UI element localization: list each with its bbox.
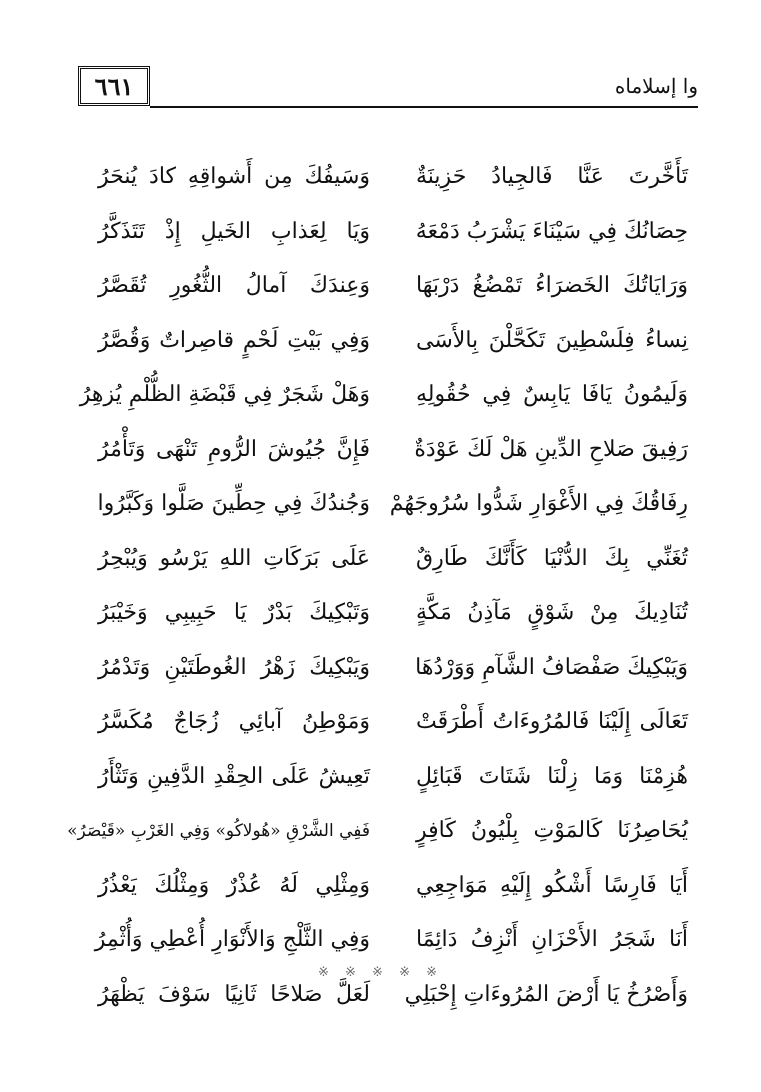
verse [98,695,688,750]
verse [79,368,688,423]
verse-first-hemistich: أَنَا شَجَرُ الأَحْزَانِ أَنْزِفُ دَائِمًا [416,927,688,953]
verse [94,913,688,968]
footer-ornament: ※ ※ ※ ※ ※ [318,965,443,980]
verse-second-hemistich: لَعَلَّ صَلاحًا ثَانِيًا سَوْفَ يَظْهَرُ [98,981,370,1007]
verse [98,423,688,478]
verse [98,150,688,205]
verse-second-hemistich: وَتَبْكِيكَ بَدْرٌ يَا حَبِيبِي وَخَيْبَرُ [98,600,370,626]
header-rule [150,106,698,108]
verse-first-hemistich: تَعَالَى إِلَيْنَا فَالمُرُوءَاتُ أَطْرَقَتْ [416,709,688,735]
verse-second-hemistich: تَعِيشُ عَلَى الحِقْدِ الدَّفِينِ وَتَثْأَرُ [98,763,370,789]
verse-second-hemistich: وَفِي بَيْتِ لَحْمٍ قاصِراتٌ وَقُصَّرُ [98,327,370,353]
poem [67,150,688,1022]
verse [98,859,688,914]
verse-first-hemistich: رَفِيقَ صَلاحِ الدِّينِ هَلْ لَكَ عَوْدَةٌ [414,436,688,462]
verse-first-hemistich: وَيَبْكِيكَ صَفْصَافُ الشَّآمِ وَوَرْدُهَا [415,654,688,680]
page-number: ٦٦١ [78,66,150,106]
verse-first-hemistich: وَأَصْرُخُ يَا أَرْضَ المُرُوءَاتِ إِحْبَلِي [404,981,688,1007]
verse-first-hemistich: تُنَادِيكَ مِنْ شَوْقٍ مَآذِنُ مَكَّةٍ [416,600,688,626]
verse-first-hemistich: نِساءُ فِلَسْطِينَ تَكَحَّلْنَ بِالأَسَى [416,327,688,353]
verse-first-hemistich: أَيَا فَارِسًا أَشْكُو إِلَيْهِ مَوَاجِعِي [416,872,688,898]
verse-second-hemistich: وَعِندَكَ آمالُ الثُّغُورِ تُقَصَّرُ [98,273,370,299]
verse-second-hemistich: وَيَبْكِيكَ زَهْرُ الغُوطَتَيْنِ وَتَدْمُرُ [98,654,370,680]
verse-second-hemistich: وَسَيفُكَ مِن أَشواقِهِ كادَ يُنحَرُ [98,164,370,190]
verse [98,750,688,805]
verse-first-hemistich: تُغَنِّي بِكَ الدُّنْيَا كَأَنَّكَ طَارِقٌ [416,545,688,571]
verse-second-hemistich: وَمَوْطِنُ آبائِي زُجَاجٌ مُكَسَّرُ [98,709,370,735]
verse-first-hemistich: هُزِمْنَا وَمَا زِلْنَا شَتَاتَ قَبَائِلٍ [416,763,688,789]
verse-second-hemistich: عَلَى بَرَكَاتِ اللهِ يَرْسُو وَيُبْحِرُ [98,545,370,571]
verse-first-hemistich: حِصَانُكَ فِي سَيْنَاءَ يَشْرَبُ دَمْعَهُ [415,218,688,244]
verse-first-hemistich: تَأَخَّرتَ عَنَّا فَالجِيادُ حَزِينَةٌ [416,164,688,190]
verse-second-hemistich: وَفِي الثَّلْجِ وَالأَنْوَارِ أُعْطِي وَأُثْمِرُ [94,927,370,953]
verse-second-hemistich: وَيَا لِعَذابِ الخَيلِ إِذْ تَتَذَكَّرُ [98,218,370,244]
verse-first-hemistich: وَرَايَاتُكَ الخَضرَاءُ تَمْضُغُ دَرْبَهَا [416,273,688,299]
verse [98,259,688,314]
verse [67,804,688,859]
verse-first-hemistich: يُحَاصِرُنَا كَالمَوْتِ بِلْيُونُ كَافِرٍ [416,818,688,844]
verse [98,586,688,641]
page-header [78,66,698,110]
verse [98,641,688,696]
verse [98,205,688,260]
verse-first-hemistich: وَلَيمُونُ يَافَا يَابِسٌ فِي حُقُولِهِ [416,382,688,408]
verse-second-hemistich: وَجُندُكَ فِي حِطِّينَ صَلَّوا وَكَبَّرُوا [97,491,370,517]
verse-second-hemistich: فَإِنَّ جُيُوشَ الرُّومِ تَنْهَى وَتَأْمُرُ [98,436,370,462]
verse-second-hemistich: وَهَلْ شَجَرٌ فِي قَبْضَةِ الظُّلْمِ يُزهِرُ [79,382,370,408]
verse-second-hemistich: فَفِي الشَّرْقِ «هُولاكُو» وَفِي الغَرْبِ «قَيْصَرُ» [67,821,370,842]
verse [98,532,688,587]
verse-second-hemistich: وَمِثْلِي لَهُ عُذْرٌ وَمِثْلُكَ يَعْذُرُ [98,872,370,898]
verse [98,477,688,532]
verse [98,314,688,369]
running-title: وا إسلاماه [614,74,698,98]
verse-first-hemistich: رِفَاقُكَ فِي الأَغْوَارِ شَدُّوا سُرُوجَهُمْ [389,491,688,517]
